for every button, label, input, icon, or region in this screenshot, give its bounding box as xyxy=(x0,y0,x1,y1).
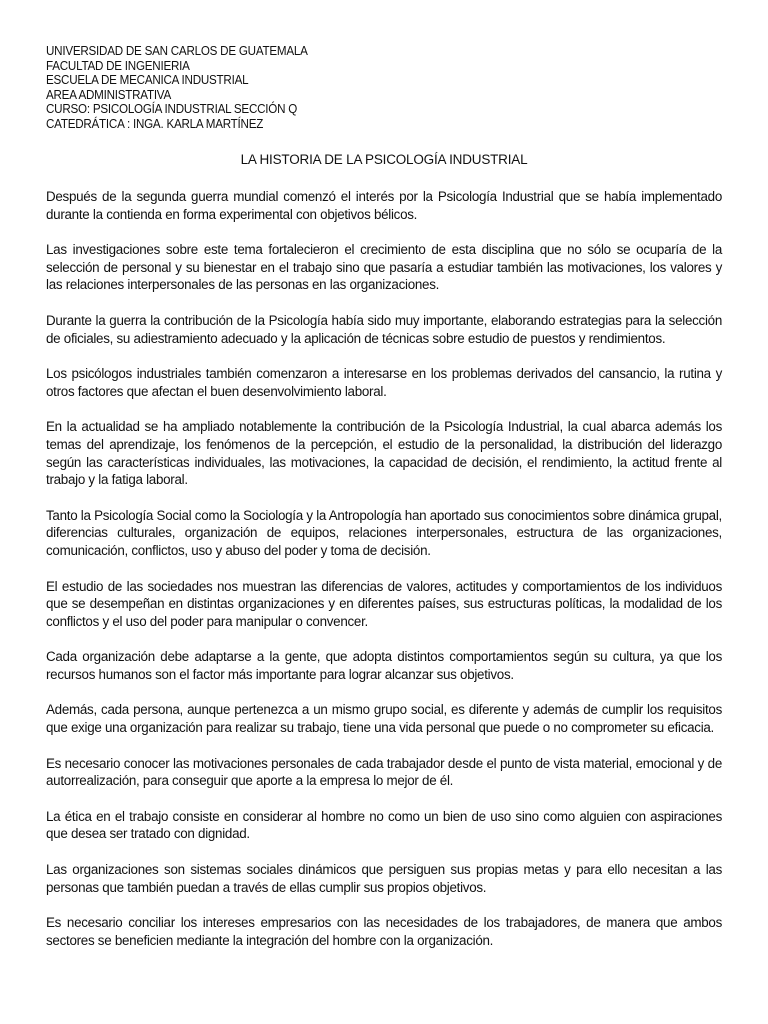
paragraph: Es necesario conocer las motivaciones personales de cada trabajador desde el punto de vista material, emocional y de autorrealización, para conseguir que aporte a la empresa lo mejor de él. xyxy=(46,755,722,789)
paragraph: Después de la segunda guerra mundial comenzó el interés por la Psicología Industrial que se había implementado durante la contienda en forma experimental con objetivos bélicos. xyxy=(46,189,722,222)
paragraph: Los psicólogos industriales también comenzaron a interesarse en los problemas derivados del cansancio, la rutina y otros factores que afectan el buen desenvolvimiento laboral. xyxy=(46,366,722,399)
paragraph: La ética en el trabajo consiste en considerar al hombre no como un bien de uso sino como alguien con aspiraciones que desea ser tratado con dignidad. xyxy=(46,808,722,842)
paragraph: Además, cada persona, aunque pertenezca a un mismo grupo social, es diferente y además de cumplir los requisitos que exige una organización para realizar su trabajo, tiene una vida personal que puede o no comprometer su eficacia. xyxy=(46,702,722,736)
document-title: LA HISTORIA DE LA PSICOLOGÍA INDUSTRIAL xyxy=(240,152,528,167)
document-body xyxy=(46,188,722,967)
paragraph: En la actualidad se ha ampliado notablemente la contribución de la Psicología Industrial, la cual abarca además los temas del aprendizaje, los fenómenos de la percepción, el estudio de la personalidad, la distribución del liderazgo según las características individuales, las motivaciones, la capacidad de decisión, el rendimiento, la actitud frente al trabajo y la fatiga laboral. xyxy=(46,419,722,488)
paragraph: Cada organización debe adaptarse a la gente, que adopta distintos comportamientos según su cultura, ya que los recursos humanos son el factor más importante para lograr alcanzar sus objetivos. xyxy=(46,649,722,682)
paragraph: Durante la guerra la contribución de la Psicología había sido muy importante, elaborando estrategias para la selección de oficiales, su adiestramiento adecuado y la aplicación de técnicas sobre estudio de puestos y rendimientos. xyxy=(46,312,722,346)
paragraph: Las investigaciones sobre este tema fortalecieron el crecimiento de esta disciplina que no sólo se ocuparía de la selección de personal y su bienestar en el trabajo sino que pasaría a estudiar también las motivaciones, los valores y las relaciones interpersonales de las personas en las organizaciones. xyxy=(46,242,722,293)
header-instructor: CATEDRÁTICA : INGA. KARLA MARTÍNEZ xyxy=(46,116,264,131)
header-faculty: FACULTAD DE INGENIERIA xyxy=(46,58,190,73)
paragraph: Es necesario conciliar los intereses empresarios con las necesidades de los trabajadores, de manera que ambos sectores se beneficien mediante la integración del hombre con la organización. xyxy=(46,915,722,948)
document-header xyxy=(46,44,678,131)
header-university: UNIVERSIDAD DE SAN CARLOS DE GUATEMALA xyxy=(46,44,308,58)
paragraph: Las organizaciones son sistemas sociales dinámicos que persiguen sus propias metas y para ello necesitan a las personas que también puedan a través de ellas cumplir sus propios objetivos. xyxy=(46,862,722,895)
paragraph: El estudio de las sociedades nos muestran las diferencias de valores, actitudes y comportamientos de los individuos que se desempeñan en distintas organizaciones y en diferentes países, sus estructuras políticas, la modalidad de los conflictos y el uso del poder para manipular o convencer. xyxy=(46,578,722,629)
header-school: ESCUELA DE MECANICA INDUSTRIAL xyxy=(46,73,249,87)
header-course: CURSO: PSICOLOGÍA INDUSTRIAL SECCIÓN Q xyxy=(46,102,298,116)
paragraph: Tanto la Psicología Social como la Sociología y la Antropología han aportado sus conocimientos sobre dinámica grupal, diferencias culturales, organización de equipos, relaciones interpersonales, estructura de las organizaciones, comunicación, conflictos, uso y abuso del poder y toma de decisión. xyxy=(46,507,722,558)
header-area: AREA ADMINISTRATIVA xyxy=(46,87,171,102)
